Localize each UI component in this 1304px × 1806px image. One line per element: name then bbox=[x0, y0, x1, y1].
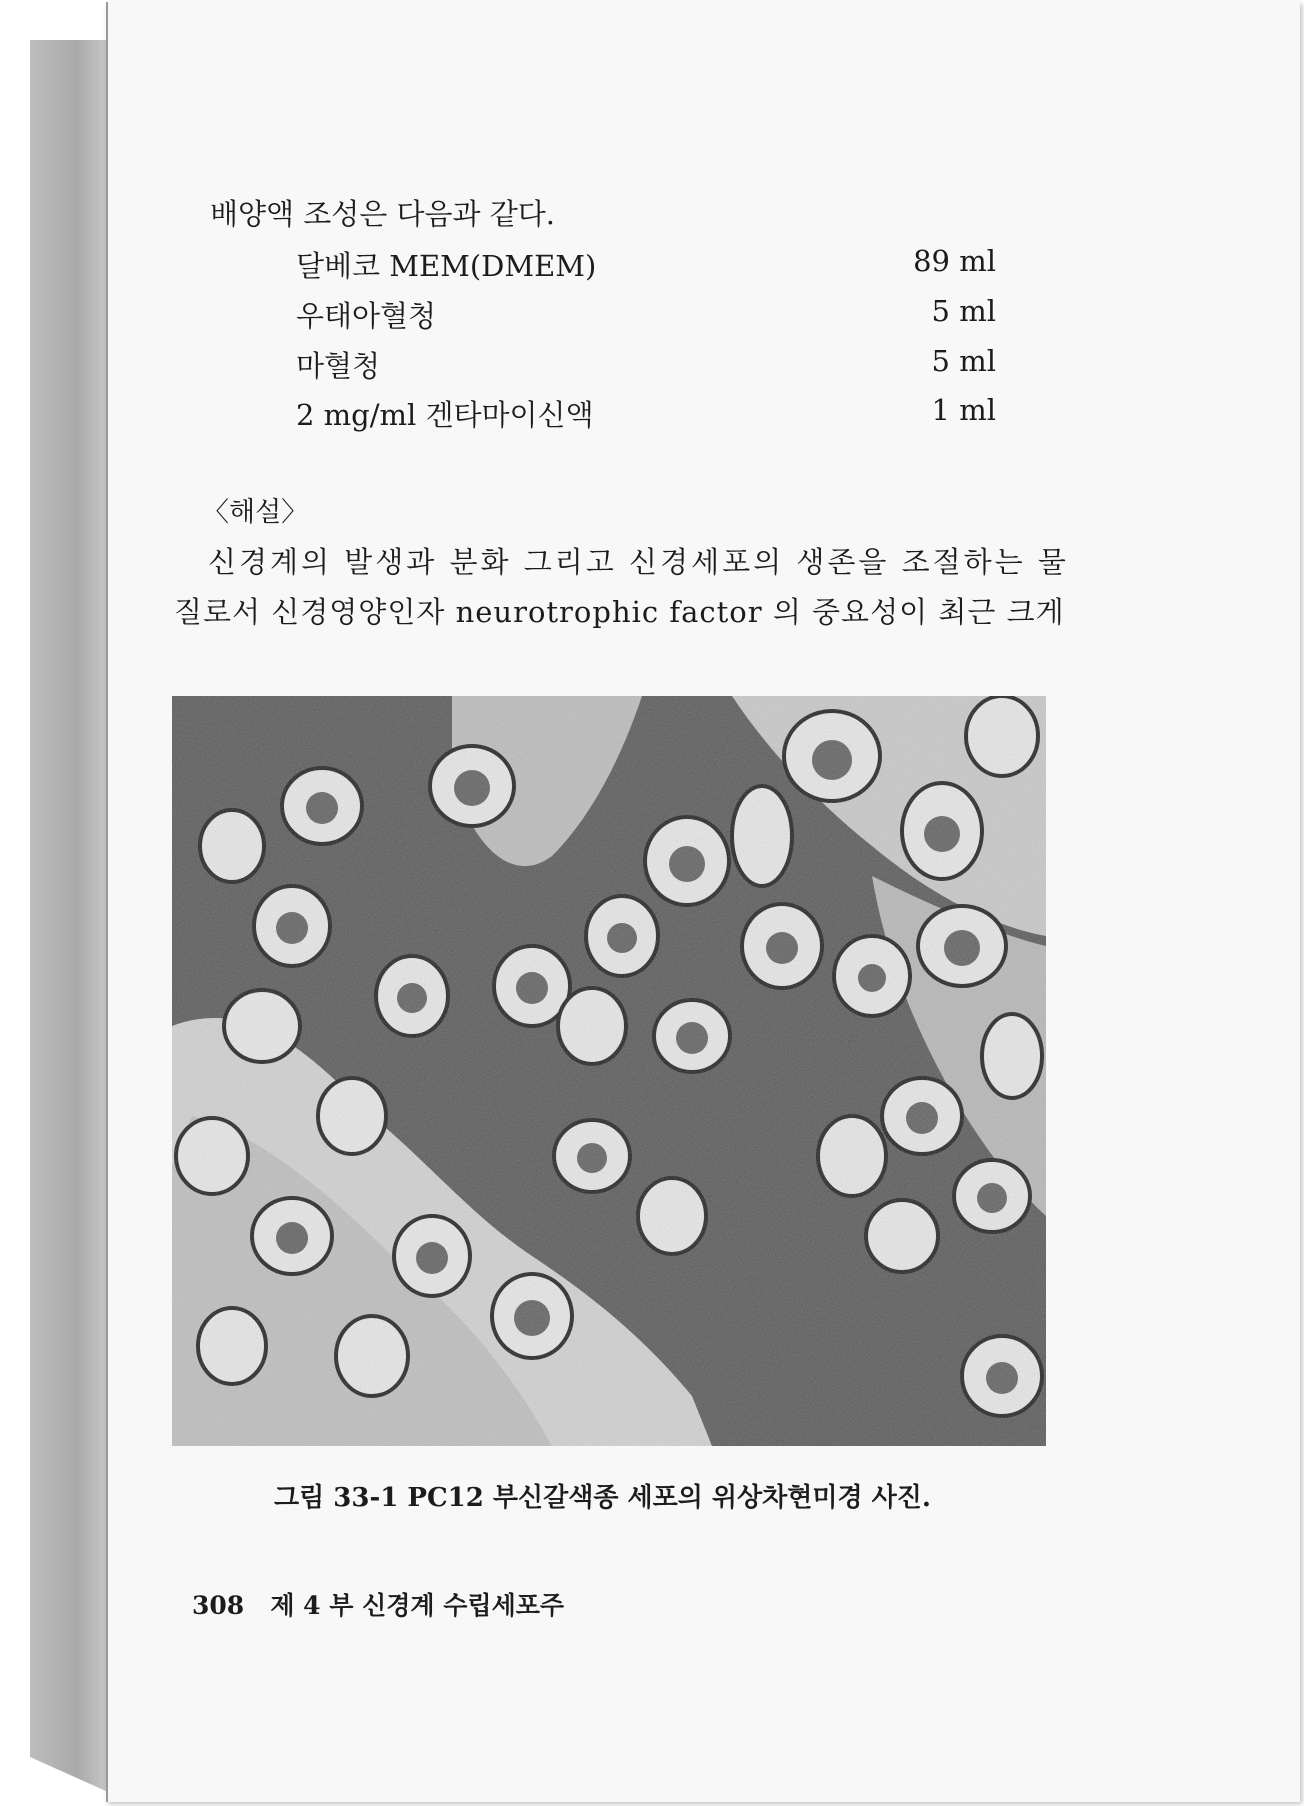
medium-quantity: 1 ml bbox=[931, 393, 996, 427]
paragraph-line: 신경계의 발생과 분화 그리고 신경세포의 생존을 조절하는 물 bbox=[208, 545, 1069, 579]
page-number: 308 bbox=[192, 1591, 245, 1620]
medium-quantity: 89 ml bbox=[913, 244, 996, 278]
book-spine bbox=[30, 40, 108, 1792]
medium-quantity: 5 ml bbox=[931, 344, 996, 378]
section-heading: 〈해설〉 bbox=[202, 497, 309, 528]
paragraph-line: 질로서 신경영양인자 neurotrophic factor 의 중요성이 최근 크게 bbox=[174, 595, 1065, 629]
medium-quantity: 5 ml bbox=[931, 294, 996, 328]
medium-name: 우태아혈청 bbox=[296, 299, 437, 333]
medium-name: 마혈청 bbox=[296, 349, 381, 383]
page-footer bbox=[192, 1586, 564, 1622]
intro-text: 배양액 조성은 다음과 같다. bbox=[210, 197, 556, 231]
medium-name: 2 mg/ml 겐타마이신액 bbox=[296, 398, 594, 432]
micrograph-figure bbox=[172, 696, 1046, 1446]
medium-name: 달베코 MEM(DMEM) bbox=[296, 249, 597, 283]
part-title: 제 4 부 신경계 수립세포주 bbox=[270, 1591, 565, 1620]
figure-caption: 그림 33-1 PC12 부신갈색종 세포의 위상차현미경 사진. bbox=[274, 1483, 931, 1513]
